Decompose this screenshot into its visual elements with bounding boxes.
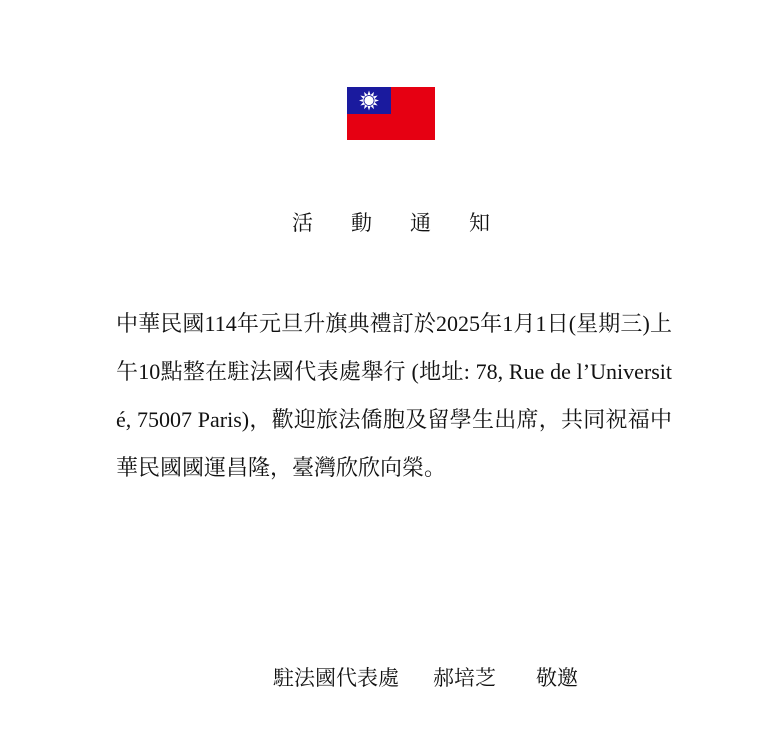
signature-line [273,662,578,692]
title-char: 知 [469,211,490,235]
roc-flag-icon [347,87,435,140]
notice-body: 中華民國114年元旦升旗典禮訂於2025年1月1日(星期三)上午10點整在駐法國代表處舉行 (地址: 78, Rue de l’Université, 75007 Paris)，歡迎旅法僑胞及留學生出席，共同祝福中華民國國運昌隆，臺灣欣欣向榮。 [116,311,672,480]
signature-closing: 敬邀 [536,666,578,690]
signature-organization: 駐法國代表處 [273,666,399,690]
title-char: 活 [292,211,313,235]
title-char: 通 [410,211,431,235]
notice-title [0,207,782,237]
flag-graphic [347,87,435,140]
signature-name: 郝培芝 [433,666,496,690]
title-char: 動 [351,211,372,235]
